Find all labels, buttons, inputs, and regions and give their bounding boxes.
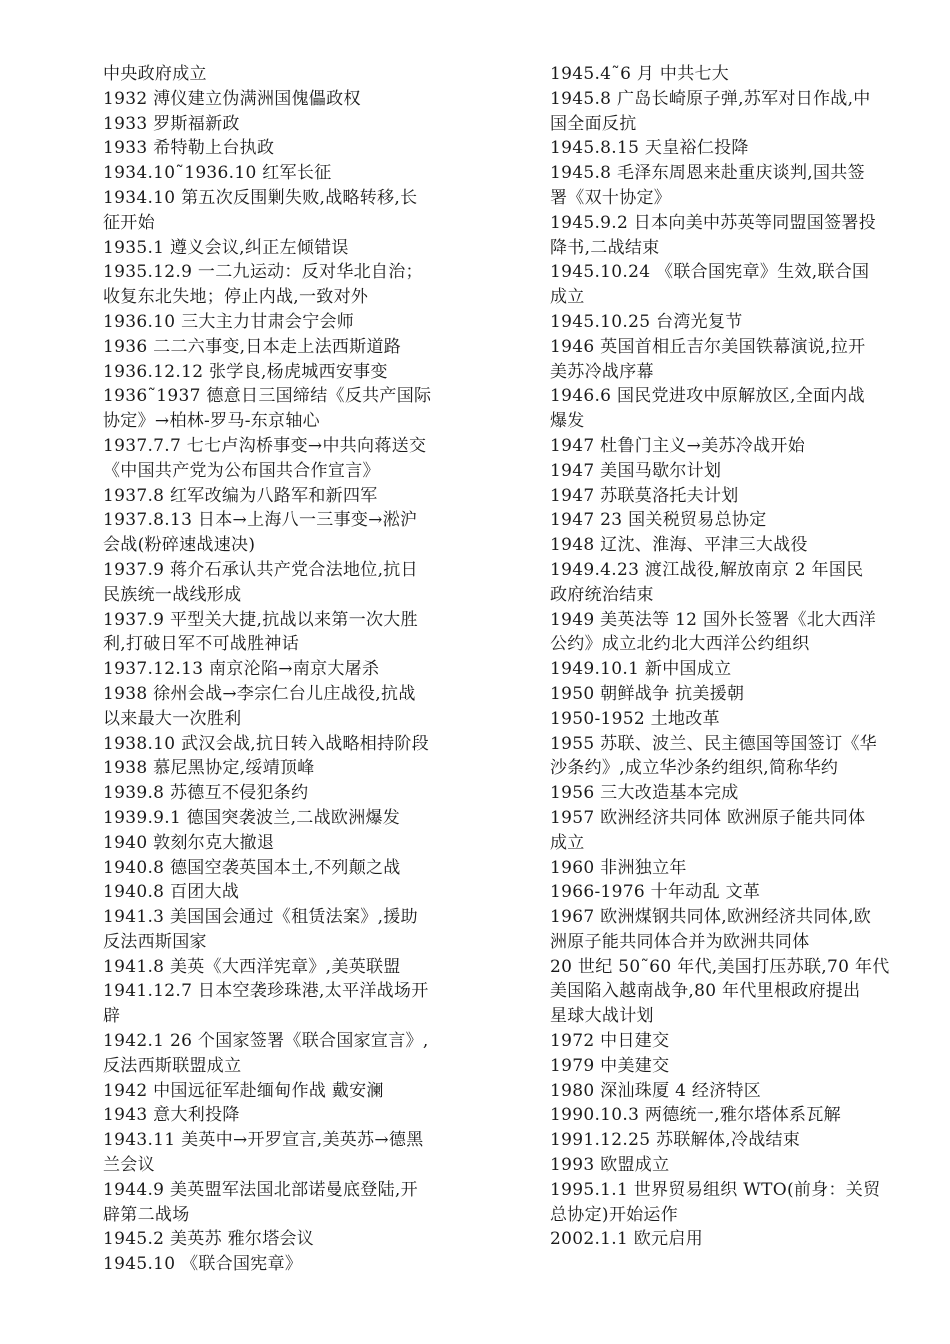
text-line: 1956 三大改造基本完成	[550, 783, 739, 804]
text-line: 美国陷入越南战争,80 年代里根政府提出	[550, 981, 861, 1002]
text-line: 1949.4.23 渡江战役,解放南京 2 年国民	[550, 559, 864, 580]
text-line: 降书,二战结束	[550, 237, 660, 258]
text-line: 1949.10.1 新中国成立	[550, 659, 732, 680]
text-line: 1937.12.13 南京沦陷→南京大屠杀	[103, 659, 380, 680]
text-line: 1937.8 红军改编为八路军和新四军	[103, 485, 378, 506]
text-line: 1932 溥仪建立伪满洲国傀儡政权	[103, 88, 361, 109]
text-line: 协定》→柏林-罗马-东京轴心	[103, 411, 320, 432]
text-line: 1934.10 第五次反围剿失败,战略转移,长	[103, 187, 418, 208]
text-line: 1980 深汕珠厦 4 经济特区	[550, 1080, 762, 1101]
text-line: 总协定)开始运作	[550, 1204, 679, 1225]
text-line: 1946 英国首相丘吉尔美国铁幕演说,拉开	[550, 336, 866, 357]
text-line: 1945.10 《联合国宪章》	[103, 1254, 303, 1275]
text-line: 1945.10.24 《联合国宪章》生效,联合国	[550, 262, 870, 283]
text-line: 1947 苏联莫洛托夫计划	[550, 485, 739, 506]
text-line: 1947 23 国关税贸易总协定	[550, 510, 767, 531]
text-line: 署《双十协定》	[550, 187, 672, 208]
text-line: 1940 敦刻尔克大撤退	[103, 832, 275, 853]
text-line: 利,打破日军不可战胜神话	[103, 634, 300, 655]
text-line: 辟	[103, 1006, 121, 1027]
text-line: 爆发	[550, 411, 585, 432]
text-line: 1948 辽沈、淮海、平津三大战役	[550, 535, 808, 556]
text-line: 成立	[550, 287, 585, 308]
text-line: 国全面反抗	[550, 113, 637, 134]
text-line: 1955 苏联、波兰、民主德国等国签订《华	[550, 733, 877, 754]
text-line: 1947 美国马歇尔计划	[550, 460, 722, 481]
text-line: 1937.7.7 七七卢沟桥事变→中共向蒋送交	[103, 435, 427, 456]
text-line: 20 世纪 50˜60 年代,美国打压苏联,70 年代	[550, 956, 890, 977]
right-column	[550, 62, 910, 1252]
text-line: 政府统治结束	[550, 584, 654, 605]
text-line: 辟第二战场	[103, 1204, 190, 1225]
text-line: 沙条约》,成立华沙条约组织,简称华约	[550, 758, 839, 779]
text-line: 兰会议	[103, 1155, 155, 1176]
text-line: 1939.9.1 德国突袭波兰,二战欧洲爆发	[103, 807, 401, 828]
text-line: 1936.12.12 张学良,杨虎城西安事变	[103, 361, 388, 382]
text-line: 反法西斯联盟成立	[103, 1055, 242, 1076]
text-line: 1979 中美建交	[550, 1055, 670, 1076]
text-line: 1943 意大利投降	[103, 1105, 240, 1126]
text-line: 1940.8 百团大战	[103, 882, 240, 903]
text-line: 1960 非洲独立年	[550, 857, 687, 878]
text-line: 1935.1 遵义会议,纠正左倾错误	[103, 237, 349, 258]
text-line: 1990.10.3 两德统一,雅尔塔体系瓦解	[550, 1105, 841, 1126]
left-column	[103, 62, 463, 1277]
text-line: 1940.8 德国空袭英国本土,不列颠之战	[103, 857, 401, 878]
text-line: 1945.9.2 日本向美中苏英等同盟国签署投	[550, 212, 877, 233]
text-line: 反法西斯国家	[103, 931, 207, 952]
text-line: 1936˜1937 德意日三国缔结《反共产国际	[103, 386, 432, 407]
text-line: 1941.8 美英《大西洋宪章》,美英联盟	[103, 956, 401, 977]
text-line: 1945.10.25 台湾光复节	[550, 311, 743, 332]
text-line: 1941.12.7 日本空袭珍珠港,太平洋战场开	[103, 981, 429, 1002]
text-line: 1937.9 平型关大捷,抗战以来第一次大胜	[103, 609, 418, 630]
text-line: 1942.1 26 个国家签署《联合国家宣言》,	[103, 1031, 429, 1052]
text-line: 美苏冷战序幕	[550, 361, 654, 382]
text-line: 1942 中国远征军赴缅甸作战 戴安澜	[103, 1080, 384, 1101]
text-line: 1995.1.1 世界贸易组织 WTO(前身：关贸	[550, 1179, 881, 1200]
text-line: 成立	[550, 832, 585, 853]
text-line: 2002.1.1 欧元启用	[550, 1229, 704, 1250]
text-line: 1941.3 美国国会通过《租赁法案》,援助	[103, 907, 418, 928]
text-line: 1938.10 武汉会战,抗日转入战略相持阶段	[103, 733, 430, 754]
text-line: 1937.9 蒋介石承认共产党合法地位,抗日	[103, 559, 418, 580]
text-line: 征开始	[103, 212, 155, 233]
text-line: 1936 二二六事变,日本走上法西斯道路	[103, 336, 402, 357]
text-line: 1938 慕尼黑协定,绥靖顶峰	[103, 758, 315, 779]
text-line: 1993 欧盟成立	[550, 1155, 670, 1176]
text-line: 1945.8 毛泽东周恩来赴重庆谈判,国共签	[550, 163, 865, 184]
text-line: 民族统一战线形成	[103, 584, 242, 605]
text-line: 星球大战计划	[550, 1006, 654, 1027]
text-line: 1991.12.25 苏联解体,冷战结束	[550, 1130, 801, 1151]
text-line: 1950 朝鲜战争 抗美援朝	[550, 683, 745, 704]
text-line: 会战(粉碎速战速决)	[103, 535, 256, 556]
text-line: 收复东北失地；停止内战,一致对外	[103, 287, 369, 308]
text-line: 1945.2 美英苏 雅尔塔会议	[103, 1229, 315, 1250]
text-line: 1933 罗斯福新政	[103, 113, 240, 134]
text-line: 以来最大一次胜利	[103, 708, 242, 729]
text-line: 1950-1952 土地改革	[550, 708, 720, 729]
text-line: 1944.9 美英盟军法国北部诺曼底登陆,开	[103, 1179, 418, 1200]
text-line: 1939.8 苏德互不侵犯条约	[103, 783, 309, 804]
text-line: 1946.6 国民党进攻中原解放区,全面内战	[550, 386, 865, 407]
text-line: 1933 希特勒上台执政	[103, 138, 275, 159]
text-line: 1934.10˜1936.10 红军长征	[103, 163, 332, 184]
text-line: 1935.12.9 一二九运动：反对华北自治；	[103, 262, 423, 283]
text-line: 1945.8.15 天皇裕仁投降	[550, 138, 749, 159]
text-line: 公约》成立北约北大西洋公约组织	[550, 634, 810, 655]
text-line: 1966-1976 十年动乱 文革	[550, 882, 761, 903]
text-line: 1936.10 三大主力甘肃会宁会师	[103, 311, 355, 332]
text-line: 1943.11 美英中→开罗宣言,美英苏→德黑	[103, 1130, 424, 1151]
text-line: 中央政府成立	[103, 64, 207, 84]
text-line: 1945.8 广岛长崎原子弹,苏军对日作战,中	[550, 88, 871, 109]
text-line: 1972 中日建交	[550, 1031, 670, 1052]
text-line: 1937.8.13 日本→上海八一三事变→淞沪	[103, 510, 418, 531]
text-line: 洲原子能共同体合并为欧洲共同体	[550, 931, 810, 952]
text-line: 1945.4˜6 月 中共七大	[550, 64, 730, 84]
text-line: 《中国共产党为公布国共合作宣言》	[103, 460, 380, 481]
text-line: 1957 欧洲经济共同体 欧洲原子能共同体	[550, 807, 866, 828]
text-line: 1938 徐州会战→李宗仁台儿庄战役,抗战	[103, 683, 416, 704]
text-line: 1967 欧洲煤钢共同体,欧洲经济共同体,欧	[550, 907, 872, 928]
text-line: 1949 美英法等 12 国外长签署《北大西洋	[550, 609, 877, 630]
text-line: 1947 杜鲁门主义→美苏冷战开始	[550, 435, 806, 456]
